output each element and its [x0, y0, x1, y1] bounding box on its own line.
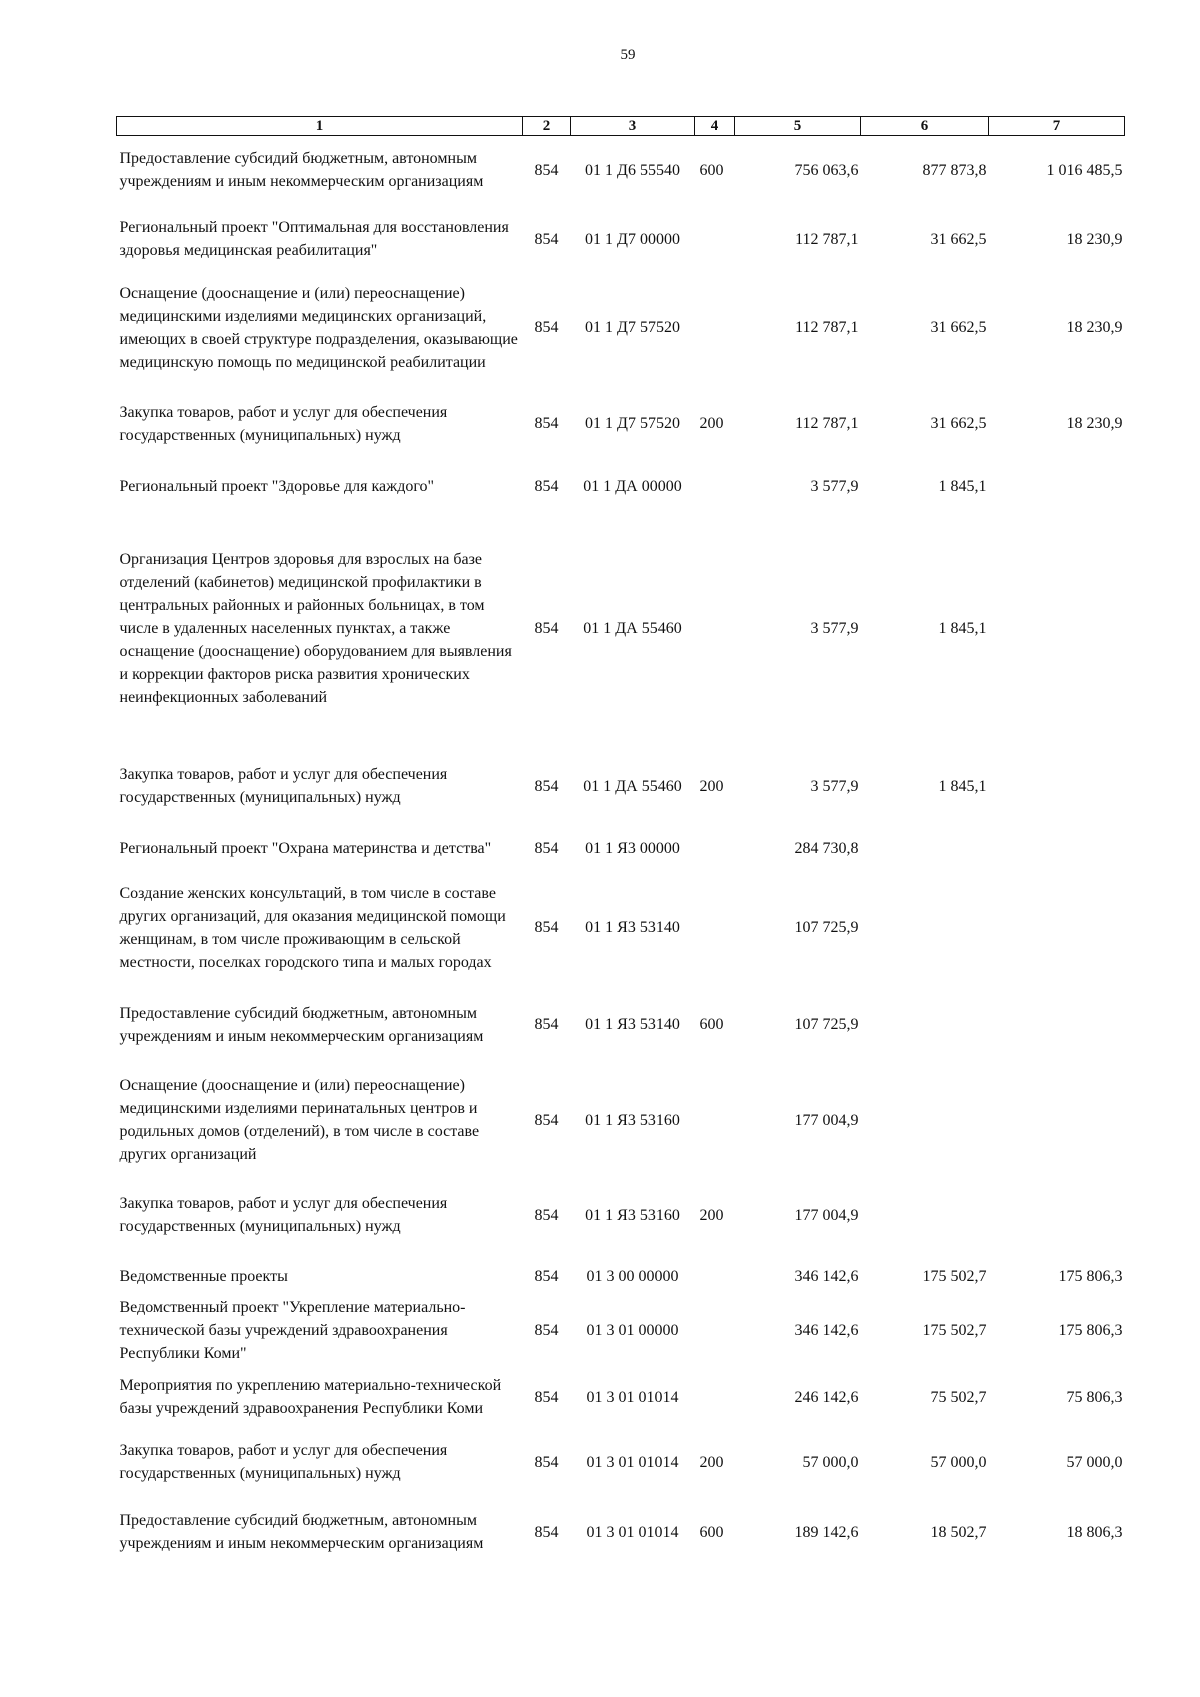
- row-target-code: 01 1 Д7 57520: [585, 415, 680, 432]
- row-value-col7: 175 806,3: [1058, 1267, 1123, 1285]
- row-value-col6: 877 873,8: [922, 161, 987, 179]
- row-value-col7: [989, 1067, 1125, 1174]
- table-row: [117, 382, 1125, 466]
- row-expense-type: 200: [699, 777, 724, 795]
- row-ministry-code: 854: [534, 919, 559, 936]
- row-value-col6: 18 502,7: [930, 1523, 987, 1541]
- row-expense-type: [695, 508, 735, 749]
- table-row: [117, 1495, 1125, 1570]
- row-value-col7: 75 806,3: [1066, 1388, 1123, 1406]
- row-expense-type: [695, 873, 735, 983]
- row-target-code: 01 1 Я3 53140: [585, 1016, 680, 1033]
- table-row: [117, 1365, 1125, 1430]
- column-header-6: 6: [861, 117, 989, 136]
- row-expense-type: [695, 1365, 735, 1430]
- row-value-col5: 3 577,9: [810, 478, 859, 495]
- row-value-col7: 57 000,0: [1066, 1453, 1123, 1471]
- table-row: [117, 1430, 1125, 1495]
- column-number-row: [117, 117, 1125, 136]
- row-expense-type: 200: [699, 1453, 724, 1471]
- table-row: [117, 466, 1125, 508]
- row-value-col5: 57 000,0: [802, 1453, 859, 1471]
- row-target-code: 01 3 01 01014: [586, 1523, 679, 1541]
- row-value-col5: 346 142,6: [794, 1267, 859, 1285]
- row-name: Региональный проект "Оптимальная для восстановления здоровья медицинская реабилитация": [119, 219, 509, 259]
- table-row: [117, 508, 1125, 749]
- row-ministry-code: 854: [534, 1016, 559, 1033]
- row-target-code: 01 1 ДА 55460: [583, 619, 682, 637]
- row-value-col6: 1 845,1: [938, 478, 987, 495]
- table-row: [117, 824, 1125, 873]
- column-header-2: 2: [523, 117, 571, 136]
- row-ministry-code: 854: [534, 230, 559, 248]
- row-value-col5: 112 787,1: [795, 319, 859, 336]
- row-expense-type: [695, 466, 735, 508]
- row-ministry-code: 854: [534, 1523, 559, 1541]
- column-header-1: 1: [117, 117, 523, 136]
- row-name: Региональный проект "Охрана материнства и детства": [119, 839, 492, 857]
- row-expense-type: 600: [699, 1016, 724, 1033]
- row-ministry-code: 854: [534, 319, 559, 336]
- row-expense-type: [695, 1257, 735, 1296]
- row-value-col5: 177 004,9: [794, 1111, 859, 1129]
- table-row: [117, 205, 1125, 274]
- row-ministry-code: 854: [534, 777, 559, 795]
- row-value-col7: [989, 824, 1125, 873]
- row-value-col5: 756 063,6: [794, 161, 859, 179]
- row-value-col6: 175 502,7: [922, 1321, 987, 1339]
- row-value-col6: 1 845,1: [938, 777, 987, 795]
- row-target-code: 01 1 Я3 53140: [585, 919, 680, 936]
- row-target-code: 01 3 00 00000: [586, 1267, 679, 1285]
- row-value-col7: [989, 873, 1125, 983]
- column-header-4: 4: [695, 117, 735, 136]
- row-value-col6: [861, 824, 989, 873]
- table-row: [117, 1296, 1125, 1365]
- row-expense-type: 600: [699, 161, 724, 179]
- row-name: Закупка товаров, работ и услуг для обеспечения государственных (муниципальных) нужд: [119, 766, 448, 806]
- row-ministry-code: 854: [534, 1267, 559, 1285]
- row-value-col6: [861, 1067, 989, 1174]
- row-value-col6: 31 662,5: [930, 230, 987, 248]
- row-name: Закупка товаров, работ и услуг для обеспечения государственных (муниципальных) нужд: [119, 1442, 448, 1482]
- row-expense-type: 200: [699, 415, 724, 432]
- row-value-col5: 112 787,1: [795, 230, 859, 248]
- row-name: Ведомственный проект "Укрепление материально-технической базы учреждений здравоохранения Республики Коми": [119, 1298, 466, 1362]
- row-value-col6: [861, 1174, 989, 1257]
- row-name: Предоставление субсидий бюджетным, автономным учреждениям и иным некоммерческим организациям: [119, 1512, 484, 1552]
- row-name: Предоставление субсидий бюджетным, автономным учреждениям и иным некоммерческим организациям: [119, 1004, 484, 1045]
- row-name: Закупка товаров, работ и услуг для обеспечения государственных (муниципальных) нужд: [119, 403, 448, 444]
- row-target-code: 01 1 Я3 53160: [585, 1111, 680, 1129]
- row-expense-type: [695, 274, 735, 382]
- row-expense-type: [695, 824, 735, 873]
- table-row: [117, 1067, 1125, 1174]
- column-header-7: 7: [989, 117, 1125, 136]
- row-value-col5: 284 730,8: [794, 839, 859, 857]
- row-value-col6: [861, 983, 989, 1067]
- row-value-col7: [989, 508, 1125, 749]
- column-header-3: 3: [571, 117, 695, 136]
- table-row: [117, 274, 1125, 382]
- row-value-col6: 57 000,0: [930, 1453, 987, 1471]
- table-row: [117, 136, 1125, 205]
- budget-table: [116, 116, 1125, 1570]
- row-name: Закупка товаров, работ и услуг для обеспечения государственных (муниципальных) нужд: [119, 1195, 448, 1235]
- row-name: Оснащение (дооснащение и (или) переоснащение) медицинскими изделиями медицинских организаций, имеющих в своей структуре подразделения, оказывающие медицинскую помощь по медицинской реабилитации: [119, 284, 518, 371]
- table-row: [117, 1257, 1125, 1296]
- row-ministry-code: 854: [534, 1321, 559, 1339]
- table-row: [117, 873, 1125, 983]
- row-value-col7: 18 230,9: [1066, 319, 1123, 336]
- row-target-code: 01 1 Д7 57520: [585, 319, 680, 336]
- row-ministry-code: 854: [534, 161, 559, 179]
- row-expense-type: 600: [699, 1523, 724, 1541]
- row-target-code: 01 1 Д6 55540: [585, 161, 680, 179]
- row-value-col7: [989, 1174, 1125, 1257]
- row-value-col6: 1 845,1: [938, 619, 987, 637]
- row-value-col7: 18 806,3: [1066, 1523, 1123, 1541]
- row-value-col5: 112 787,1: [795, 415, 859, 432]
- row-target-code: 01 1 Я3 53160: [585, 1206, 680, 1224]
- row-expense-type: [695, 205, 735, 274]
- row-name: Ведомственные проекты: [119, 1267, 288, 1285]
- row-value-col7: 18 230,9: [1066, 415, 1123, 432]
- row-value-col7: [989, 749, 1125, 824]
- row-value-col7: 1 016 485,5: [1046, 161, 1123, 179]
- row-name: Оснащение (дооснащение и (или) переоснащение) медицинскими изделиями перинатальных центров и родильных домов (отделений), в том числе в составе других организаций: [119, 1077, 480, 1163]
- row-target-code: 01 3 01 00000: [586, 1321, 679, 1339]
- row-value-col6: 31 662,5: [930, 415, 987, 432]
- row-value-col5: 3 577,9: [810, 619, 859, 637]
- row-value-col5: 246 142,6: [794, 1388, 859, 1406]
- row-ministry-code: 854: [534, 619, 559, 637]
- row-expense-type: 200: [699, 1206, 724, 1224]
- row-ministry-code: 854: [534, 1453, 559, 1471]
- row-value-col6: 31 662,5: [930, 319, 987, 336]
- row-value-col6: [861, 873, 989, 983]
- row-value-col6: 175 502,7: [922, 1267, 987, 1285]
- row-ministry-code: 854: [534, 478, 559, 495]
- row-value-col5: 107 725,9: [794, 919, 859, 936]
- row-value-col5: 107 725,9: [794, 1016, 859, 1033]
- row-name: Создание женских консультаций, в том числе в составе других организаций, для оказания медицинской помощи женщинам, в том числе проживающим в сельской местности, поселках городского типа и малых городах: [119, 884, 506, 971]
- row-value-col5: 3 577,9: [810, 777, 859, 795]
- page-number: 59: [620, 47, 636, 63]
- row-target-code: 01 3 01 01014: [586, 1388, 679, 1406]
- table-row: [117, 983, 1125, 1067]
- table-row: [117, 749, 1125, 824]
- row-value-col6: 75 502,7: [930, 1388, 987, 1406]
- row-ministry-code: 854: [534, 839, 559, 857]
- row-value-col7: [989, 983, 1125, 1067]
- row-value-col7: 18 230,9: [1066, 230, 1123, 248]
- row-name: Мероприятия по укреплению материально-технической базы учреждений здравоохранения Республики Коми: [119, 1377, 502, 1417]
- row-value-col7: [989, 466, 1125, 508]
- row-expense-type: [695, 1296, 735, 1365]
- row-target-code: 01 1 Д7 00000: [585, 230, 680, 248]
- row-target-code: 01 1 ДА 55460: [583, 777, 682, 795]
- row-expense-type: [695, 1067, 735, 1174]
- row-name: Организация Центров здоровья для взрослых на базе отделений (кабинетов) медицинской профилактики в центральных районных и районных больницах, в том числе в удаленных населенных пунктах, а также оснащение (дооснащение) оборудованием для выявления и коррекции факторов риска развития хронических неинфекционных заболеваний: [119, 550, 512, 706]
- column-header-5: 5: [735, 117, 861, 136]
- row-ministry-code: 854: [534, 415, 559, 432]
- row-name: Предоставление субсидий бюджетным, автономным учреждениям и иным некоммерческим организациям: [119, 150, 484, 191]
- row-ministry-code: 854: [534, 1206, 559, 1224]
- row-value-col5: 346 142,6: [794, 1321, 859, 1339]
- table-row: [117, 1174, 1125, 1257]
- row-ministry-code: 854: [534, 1388, 559, 1406]
- row-value-col7: 175 806,3: [1058, 1321, 1123, 1339]
- row-value-col5: 189 142,6: [794, 1523, 859, 1541]
- row-value-col5: 177 004,9: [794, 1206, 859, 1224]
- row-target-code: 01 1 ДА 00000: [583, 478, 682, 495]
- row-ministry-code: 854: [534, 1111, 559, 1129]
- row-name: Региональный проект "Здоровье для каждого": [119, 478, 435, 495]
- row-target-code: 01 3 01 01014: [586, 1453, 679, 1471]
- row-target-code: 01 1 Я3 00000: [585, 839, 680, 857]
